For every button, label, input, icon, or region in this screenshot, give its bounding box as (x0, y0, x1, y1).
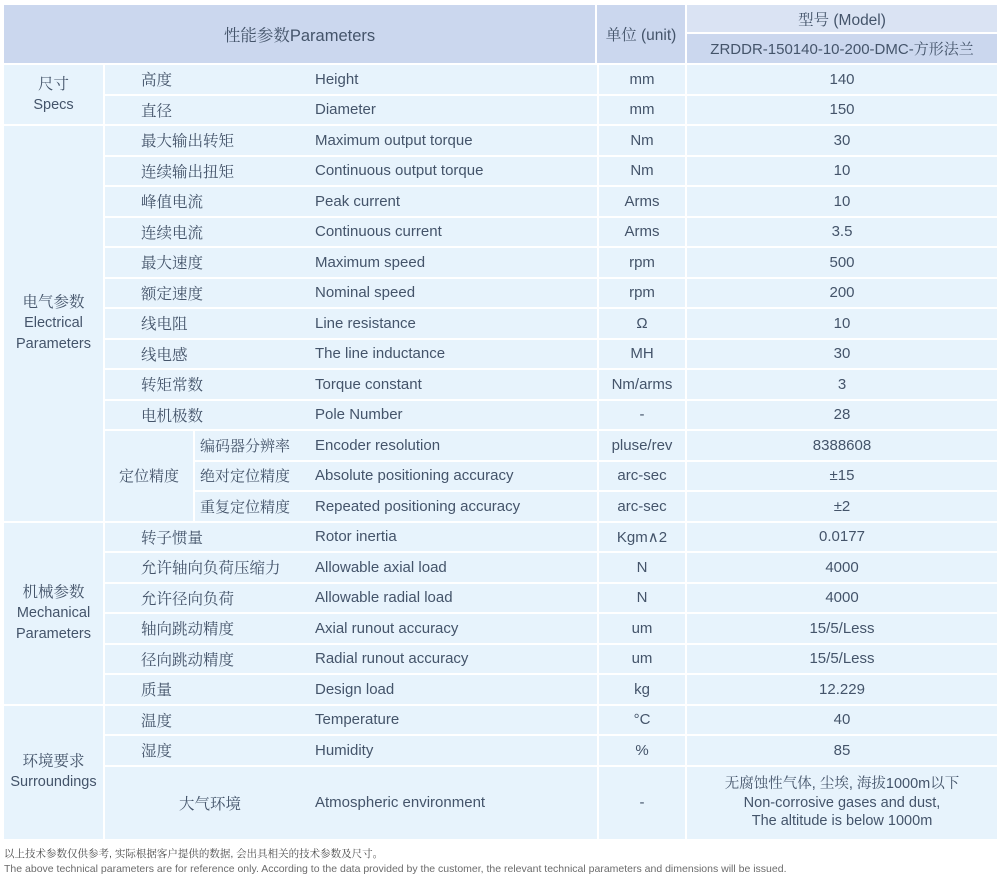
row-label-en: Nominal speed (315, 284, 416, 302)
spec-table (4, 5, 997, 841)
row-unit: Nm (597, 157, 687, 186)
row-label-cn: 电机极数 (141, 407, 204, 425)
table-row (105, 340, 997, 371)
table-row (105, 675, 997, 706)
row-label-cn: 线电感 (141, 346, 188, 364)
row-unit: Nm/arms (597, 370, 687, 399)
row-label-en: Continuous current (315, 223, 442, 241)
row-label-en: Torque constant (315, 375, 422, 393)
row-value: 0.0177 (687, 523, 997, 552)
section-label-en: Mechanical (16, 604, 91, 621)
row-label-cn: 重复定位精度 (200, 498, 291, 516)
group-label: 定位精度 (105, 431, 195, 523)
row-label-cn: 线电阻 (141, 316, 188, 334)
row-unit: um (597, 645, 687, 674)
section-column (4, 65, 105, 841)
row-unit: um (597, 614, 687, 643)
row-value-line: Non-corrosive gases and dust, (743, 794, 941, 811)
table-row (105, 584, 997, 615)
table-header (4, 5, 997, 65)
row-value: 15/5/Less (687, 645, 997, 674)
row-label-en: Repeated positioning accuracy (315, 497, 521, 515)
table-row (105, 614, 997, 645)
row-value: 10 (687, 157, 997, 186)
row-label-en: Maximum output torque (315, 131, 473, 149)
section-label-cn: 机械参数 (22, 583, 85, 601)
table-body (4, 65, 997, 841)
rows-column (105, 65, 997, 841)
row-unit: pluse/rev (597, 431, 687, 460)
row-label-en: Line resistance (315, 314, 416, 332)
unit-header-cell: 单位 (unit) (597, 5, 687, 63)
row-value-line: The altitude is below 1000m (751, 813, 933, 829)
table-row (105, 401, 997, 432)
row-value: 30 (687, 126, 997, 155)
row-label-en: Maximum speed (315, 253, 426, 271)
row-value: 150 (687, 96, 997, 125)
row-unit: mm (597, 96, 687, 125)
row-label-en: Absolute positioning accuracy (315, 467, 514, 485)
table-row (105, 553, 997, 584)
footnotes (4, 847, 994, 877)
row-label-cn: 编码器分辨率 (200, 437, 291, 455)
table-row (105, 706, 997, 737)
row-value: ±2 (687, 492, 997, 521)
row-value: 4000 (687, 553, 997, 582)
row-value: 500 (687, 248, 997, 277)
row-label-en: Allowable axial load (315, 558, 447, 576)
row-value-line: 无腐蚀性气体, 尘埃, 海拔1000m以下 (724, 776, 960, 792)
row-unit: arc-sec (597, 462, 687, 491)
row-label-cn: 径向跳动精度 (141, 651, 235, 669)
row-value: 3 (687, 370, 997, 399)
row-unit: N (597, 553, 687, 582)
row-label-cn: 最大速度 (141, 255, 204, 273)
row-label-cn: 质量 (141, 682, 173, 700)
table-row (195, 462, 997, 493)
row-label-cn: 大气环境 (178, 795, 241, 813)
table-row (105, 65, 997, 96)
parameters-header-cell: 性能参数Parameters (4, 5, 597, 63)
section-label (4, 65, 103, 126)
row-unit: N (597, 584, 687, 613)
table-row (105, 187, 997, 218)
row-value: 40 (687, 706, 997, 735)
row-unit: arc-sec (597, 492, 687, 521)
table-row (105, 126, 997, 157)
row-unit: kg (597, 675, 687, 704)
table-row (105, 645, 997, 676)
footnote-english: The above technical parameters are for reference only. According to the data provided by the customer, the relevant technical parameters and dimensions will be issued. (4, 863, 787, 875)
row-unit: °C (597, 706, 687, 735)
row-label-en: Humidity (315, 741, 374, 759)
table-row (105, 218, 997, 249)
section-label-en: Parameters (16, 625, 91, 642)
table-row (195, 492, 997, 523)
row-label-en: Peak current (315, 192, 401, 210)
row-value: 10 (687, 309, 997, 338)
row-label-en: Height (315, 70, 359, 88)
row-unit: mm (597, 65, 687, 94)
row-label-cn: 湿度 (141, 743, 173, 761)
row-label-cn: 温度 (141, 712, 173, 730)
row-label-cn: 最大输出转矩 (141, 133, 235, 151)
table-row (195, 431, 997, 462)
row-label-cn: 高度 (141, 72, 173, 90)
row-unit: Nm (597, 126, 687, 155)
row-label-cn: 绝对定位精度 (200, 468, 291, 486)
row-label-cn: 允许轴向负荷压缩力 (141, 560, 281, 578)
row-value: 28 (687, 401, 997, 430)
row-value: 15/5/Less (687, 614, 997, 643)
row-label-en: Design load (315, 680, 395, 698)
row-value: 140 (687, 65, 997, 94)
table-row (105, 157, 997, 188)
row-label-en: Continuous output torque (315, 162, 484, 180)
row-label-cn: 轴向跳动精度 (141, 621, 235, 639)
row-label-cn: 转矩常数 (141, 377, 204, 395)
footnote-chinese: 以上技术参数仅供参考, 实际根据客户提供的数据, 会出具相关的技术参数及尺寸。 (4, 848, 384, 860)
row-unit: Arms (597, 187, 687, 216)
row-label-en: Rotor inertia (315, 528, 397, 546)
row-label-cn: 直径 (141, 102, 173, 120)
row-value: 4000 (687, 584, 997, 613)
row-value: 85 (687, 736, 997, 765)
section-label-en: Surroundings (10, 774, 97, 791)
table-row (105, 279, 997, 310)
section-label (4, 126, 103, 523)
section-label (4, 523, 103, 706)
row-value: 3.5 (687, 218, 997, 247)
section-label-cn: 尺寸 (37, 75, 69, 93)
row-label-cn: 允许径向负荷 (141, 590, 235, 608)
row-value: 8388608 (687, 431, 997, 460)
row-value: 30 (687, 340, 997, 369)
row-unit: MH (597, 340, 687, 369)
row-label-cn: 额定速度 (141, 285, 204, 303)
row-label-en: Diameter (315, 101, 376, 119)
section-label-en: Specs (33, 96, 74, 113)
row-unit: Kgm∧2 (597, 523, 687, 552)
section-label-en: Electrical (24, 314, 83, 331)
row-label-en: Axial runout accuracy (315, 619, 459, 637)
table-row (105, 96, 997, 127)
row-label-cn: 峰值电流 (141, 194, 204, 212)
section-label-cn: 电气参数 (22, 293, 85, 311)
row-value: 10 (687, 187, 997, 216)
row-label-en: The line inductance (315, 345, 446, 363)
row-label-cn: 连续输出扭矩 (141, 163, 235, 181)
section-label-en: Parameters (16, 335, 91, 352)
row-value: 200 (687, 279, 997, 308)
row-label-cn: 连续电流 (141, 224, 204, 242)
table-row (105, 248, 997, 279)
row-label-en: Encoder resolution (315, 436, 441, 454)
row-unit: - (597, 767, 687, 840)
table-row (105, 523, 997, 554)
row-label-en: Pole Number (315, 406, 403, 424)
model-label: 型号 (Model) (687, 5, 997, 34)
model-header-cell (687, 5, 997, 63)
table-row (105, 370, 997, 401)
section-label (4, 706, 103, 842)
row-label-en: Atmospheric environment (315, 794, 486, 812)
group-rows (195, 431, 997, 523)
row-value (687, 767, 997, 840)
row-label-en: Radial runout accuracy (315, 650, 469, 668)
table-row (105, 767, 997, 842)
row-unit: Arms (597, 218, 687, 247)
row-unit: - (597, 401, 687, 430)
row-unit: Ω (597, 309, 687, 338)
row-value: 12.229 (687, 675, 997, 704)
row-unit: rpm (597, 248, 687, 277)
model-number: ZRDDR-150140-10-200-DMC-方形法兰 (687, 34, 997, 63)
row-label-en: Allowable radial load (315, 589, 453, 607)
table-row (105, 736, 997, 767)
row-unit: % (597, 736, 687, 765)
row-unit: rpm (597, 279, 687, 308)
row-value: ±15 (687, 462, 997, 491)
row-label-cn: 转子惯量 (141, 529, 204, 547)
row-label-en: Temperature (315, 711, 400, 729)
section-label-cn: 环境要求 (22, 753, 85, 771)
table-row (105, 309, 997, 340)
row-group (105, 431, 997, 523)
